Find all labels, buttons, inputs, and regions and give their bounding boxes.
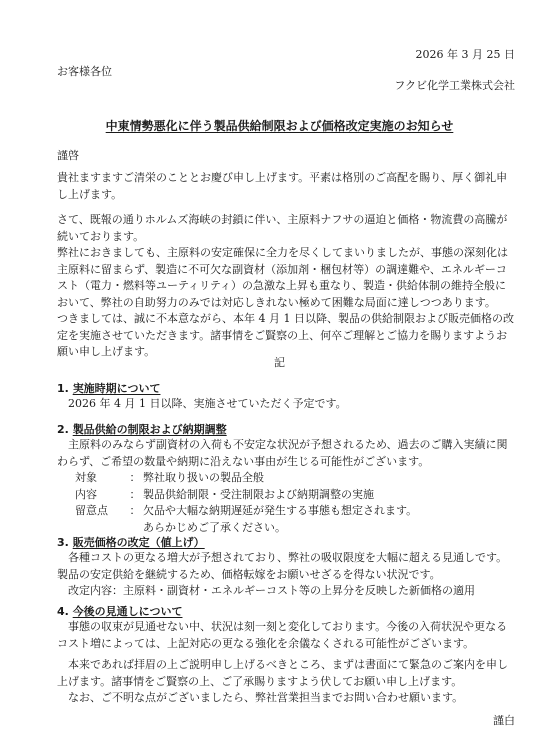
section-2-title: 製品供給の制限および納期調整 bbox=[72, 423, 227, 436]
detail-notes-continuation: あらかじめご了承ください。 bbox=[143, 520, 286, 534]
section-1-heading bbox=[57, 380, 160, 396]
section-2-text: 主原料のみならず副資材の入荷も不安定な状況が予想されるため、過去のご購入実績に関わらず、ご希望の数量や納期に沿えない事由が生じる可能性がございます。 bbox=[57, 438, 508, 468]
detail-key: 内容 bbox=[75, 487, 97, 501]
greeting: 謹啓 bbox=[57, 149, 79, 162]
section-3-text: 各種コストの更なる増大が予想されており、弊社の吸収限度を大幅に超える見通しです。製品の安定供給を継続するため、価格転嫁をお願いせざるを得ない状況です。 bbox=[57, 551, 508, 581]
section-4-number: 4. bbox=[57, 605, 69, 618]
section-3-detail-label: 改定内容： bbox=[68, 584, 123, 597]
section-4-text: 事態の収束が見通せない中、状況は刻一刻と変化しております。今後の入荷状況や更なるコスト増によっては、上記対応の更なる強化を余儀なくされる可能性がございます。 bbox=[57, 620, 508, 650]
addressee: お客様各位 bbox=[57, 65, 112, 78]
section-3-body bbox=[57, 550, 515, 600]
closing-paragraph-2: なお、ご不明な点がございましたら、弊社営業担当までお問い合わせ願います。 bbox=[68, 691, 464, 704]
detail-sep: ： bbox=[129, 487, 141, 501]
section-3-number: 3. bbox=[57, 536, 69, 549]
intro-paragraph bbox=[57, 170, 515, 203]
intro-text: 貴社ますますご清栄のこととお慶び申し上げます。平素は格別のご高配を賜り、厚く御礼申し上げます。 bbox=[57, 171, 508, 201]
detail-value: 製品供給制限・受注制限および納期調整の実施 bbox=[143, 487, 374, 501]
sender-company: フクビ化学工業株式会社 bbox=[394, 79, 515, 92]
section-4-title: 今後の見通しについて bbox=[72, 605, 183, 618]
body-paragraphs bbox=[57, 212, 515, 361]
section-2-number: 2. bbox=[57, 423, 69, 436]
detail-key: 留意点 bbox=[75, 504, 108, 517]
letter-date: 2026 年 3 月 25 日 bbox=[415, 48, 515, 61]
ki-marker: 記 bbox=[274, 356, 285, 369]
section-1-body bbox=[57, 396, 515, 413]
document-title-text: 中東情勢悪化に伴う製品供給制限および価格改定実施のお知らせ bbox=[105, 119, 454, 133]
detail-value: 弊社取り扱いの製品全般 bbox=[143, 471, 264, 484]
body-paragraph-2: 弊社におきましても、主原料の安定確保に全力を尽くしてまいりましたが、事態の深刻化は主原料に留まらず、製造に不可欠な副資材（添加剤・梱包材等）の調達難や、エネルギーコスト（電力・燃料等ユーティリティ）の急激な上昇も重なり、製造・供給体制の維持全般において、弊社の自助努力のみでは対応しきれない極めて困難な局面に達しつつあります。 bbox=[57, 246, 508, 309]
detail-row-target bbox=[57, 470, 515, 487]
section-4-body bbox=[57, 619, 515, 652]
closing-paragraphs bbox=[57, 657, 515, 707]
detail-key: 対象 bbox=[75, 471, 97, 484]
detail-row-content bbox=[57, 487, 515, 504]
body-paragraph-1: さて、既報の通りホルムズ海峡の封鎖に伴い、主原料ナフサの逼迫と価格・物流費の高騰が続いております。 bbox=[57, 213, 508, 243]
closing-word: 謹白 bbox=[493, 714, 515, 727]
section-2-body bbox=[57, 437, 515, 536]
detail-sep: ： bbox=[129, 471, 141, 484]
detail-sep: ： bbox=[129, 504, 141, 517]
section-3-detail-value: 主原料・副資材・エネルギーコスト等の上昇分を反映した新価格の適用 bbox=[123, 584, 475, 597]
section-2-heading bbox=[57, 421, 227, 437]
document-title bbox=[0, 117, 559, 134]
section-1-text: 2026 年 4 月 1 日以降、実施させていただく予定です。 bbox=[68, 397, 347, 410]
closing-paragraph-1: 本来であれば拝眉の上ご説明申し上げるべきところ、まずは書面にて緊急のご案内を申し上げます。諸事情をご賢察の上、ご了承賜りますよう伏してお願い申し上げます。 bbox=[57, 658, 508, 688]
detail-value: 欠品や大幅な納期遅延が発生する事態も想定されます。 bbox=[143, 504, 418, 517]
section-1-number: 1. bbox=[57, 382, 69, 395]
section-4-heading bbox=[57, 603, 182, 619]
section-3-title: 販売価格の改定（値上げ） bbox=[72, 536, 205, 549]
detail-row-notes bbox=[57, 503, 515, 520]
section-1-title: 実施時期について bbox=[72, 382, 161, 395]
section-3-heading bbox=[57, 534, 205, 550]
body-paragraph-3: つきましては、誠に不本意ながら、本年 4 月 1 日以降、製品の供給制限および販売価格の改定を実施させていただきます。諸事情をご賢察の上、何卒ご理解とご協力を賜りますようお願い申し上げます。 bbox=[57, 312, 514, 358]
section-3-detail bbox=[57, 583, 515, 600]
